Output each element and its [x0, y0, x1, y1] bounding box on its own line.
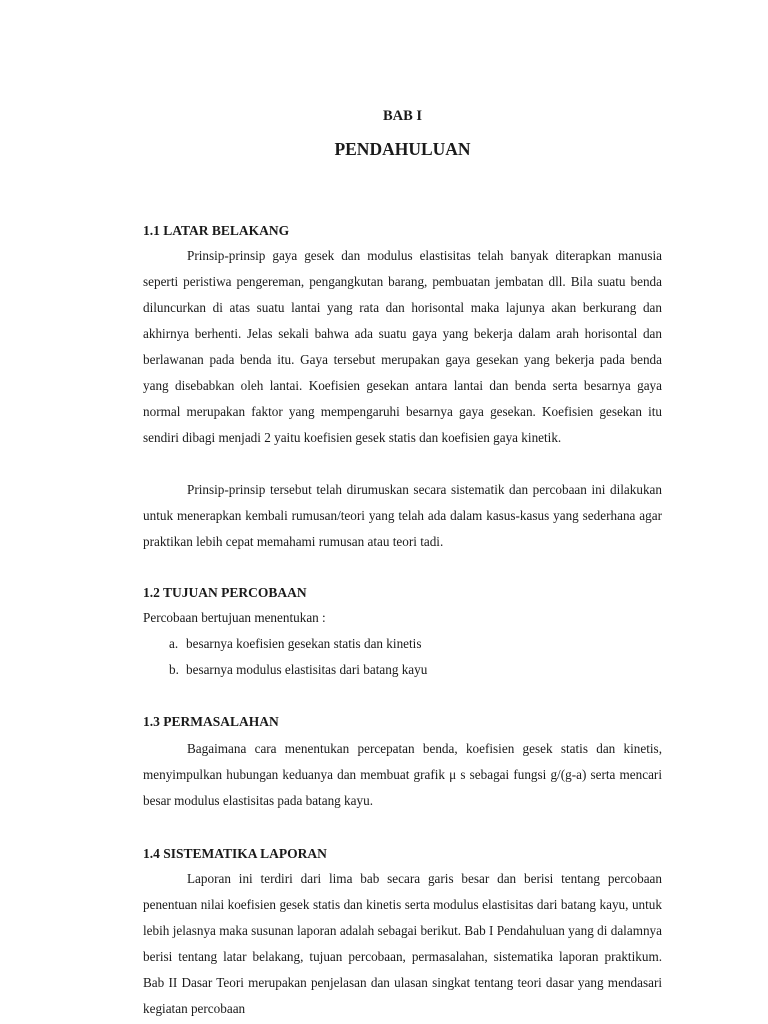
tujuan-intro: Percobaan bertujuan menentukan : — [143, 610, 326, 625]
chapter-number: BAB I — [382, 108, 423, 124]
list-item — [169, 631, 427, 657]
list-item-text: besarnya modulus elastisitas dari batang kayu — [186, 662, 428, 677]
section-heading-sistematika: 1.4 SISTEMATIKA LAPORAN — [143, 846, 327, 861]
latar-belakang-paragraph-1: Prinsip-prinsip gaya gesek dan modulus elastisitas telah banyak diterapkan manusia seperti peristiwa pengereman, pengangkutan barang, pembuatan jembatan dll. Bila suatu benda diluncurkan di atas suatu lantai yang rata dan horisontal maka lajunya akan berkurang dan akhirnya berhenti. Jelas sekali bahwa ada suatu gaya yang bekerja dalam arah horisontal dan berlawanan pada benda itu. Gaya tersebut merupakan gaya gesekan yang bekerja pada benda yang disebabkan oleh lantai. Koefisien gesekan antara lantai dan benda serta besarnya gaya normal merupakan faktor yang mempengaruhi besarnya gaya gesekan. Koefisien gesekan itu sendiri dibagi menjadi 2 yaitu koefisien gesek statis dan koefisien gaya kinetik. — [143, 248, 662, 445]
section-heading-permasalahan: 1.3 PERMASALAHAN — [143, 714, 279, 729]
chapter-title: PENDAHULUAN — [334, 139, 471, 159]
list-item — [169, 657, 427, 683]
list-marker: b. — [169, 662, 179, 677]
tujuan-list — [169, 631, 427, 683]
section-heading-tujuan: 1.2 TUJUAN PERCOBAAN — [143, 585, 307, 600]
latar-belakang-paragraph-2: Prinsip-prinsip tersebut telah dirumuskan secara sistematik dan percobaan ini dilakukan untuk menerapkan kembali rumusan/teori yang telah ada dalam kasus-kasus yang sederhana agar praktikan lebih cepat memahami rumusan atau teori tadi. — [143, 482, 662, 549]
list-marker: a. — [169, 636, 179, 651]
section-heading-latar-belakang: 1.1 LATAR BELAKANG — [143, 223, 290, 238]
list-item-text: besarnya koefisien gesekan statis dan kinetis — [186, 636, 422, 651]
document-page — [143, 0, 662, 1024]
permasalahan-paragraph: Bagaimana cara menentukan percepatan benda, koefisien gesek statis dan kinetis, menyimpulkan hubungan keduanya dan membuat grafik μ s sebagai fungsi g/(g-a) serta mencari besar modulus elastisitas pada batang kayu. — [143, 741, 662, 808]
sistematika-paragraph: Laporan ini terdiri dari lima bab secara garis besar dan berisi tentang percobaan penentuan nilai koefisien gesek statis dan kinetis serta modulus elastisitas dari batang kayu, untuk lebih jelasnya maka susunan laporan adalah sebagai berikut. Bab I Pendahuluan yang di dalamnya berisi tentang latar belakang, tujuan percobaan, permasalahan, sistematika laporan praktikum. Bab II Dasar Teori merupakan penjelasan dan ulasan singkat tentang teori dasar yang mendasari kegiatan percobaan — [143, 871, 662, 1016]
